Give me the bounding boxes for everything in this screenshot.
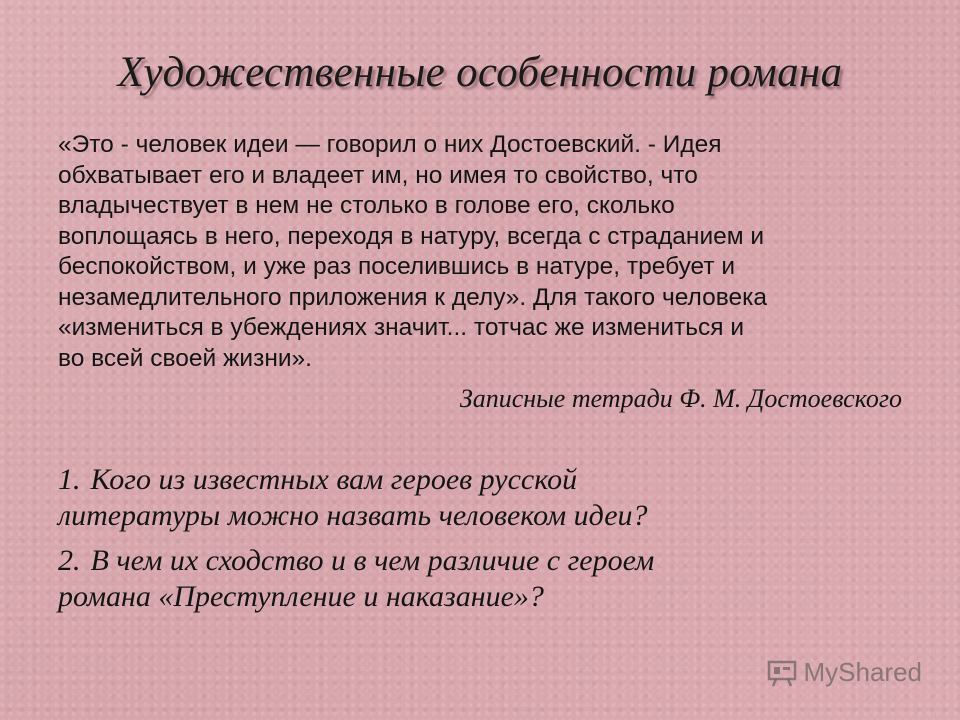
presentation-board-icon: [766, 659, 798, 687]
question-line: литературы можно назвать человеком идеи?: [58, 499, 648, 532]
question-line: романа «Преступление и наказание»?: [58, 580, 544, 613]
question-text: В чем их сходство и в чем различие с героем: [90, 544, 655, 577]
question-line: [58, 462, 918, 498]
question-text: Кого из известных вам героев русской: [90, 463, 578, 496]
quote-line: владычествует в нем не столько в голове его, сколько: [58, 192, 675, 219]
quote-source: Записные тетради Ф. М. Достоевского: [459, 384, 902, 413]
question-1: [58, 462, 918, 534]
question-number: 1.: [58, 463, 81, 496]
watermark-text: MyShared: [803, 657, 922, 687]
question-2: [58, 543, 918, 615]
quote-line: во всей своей жизни».: [58, 344, 312, 372]
question-line: [58, 543, 918, 579]
watermark: [766, 657, 923, 688]
question-number: 2.: [58, 544, 81, 577]
quote-line: «Это - человек идеи — говорил о них Достоевский. - Идея: [58, 131, 722, 158]
quote-line: воплощаясь в него, переходя в натуру, всегда с страданием и: [58, 222, 765, 250]
quote-line: «измениться в убеждениях значит... тотчас же измениться и: [58, 314, 744, 341]
quote-line: незамедлительного приложения к делу». Для такого человека: [58, 283, 767, 311]
slide-title: Художественные особенности романа: [117, 49, 843, 96]
quote-line: обхватывает его и владеет им, но имея то свойство, что: [58, 161, 698, 189]
quote-line: беспокойством, и уже раз поселившись в натуре, требует и: [58, 253, 736, 280]
dostoevsky-quote: [58, 130, 918, 374]
